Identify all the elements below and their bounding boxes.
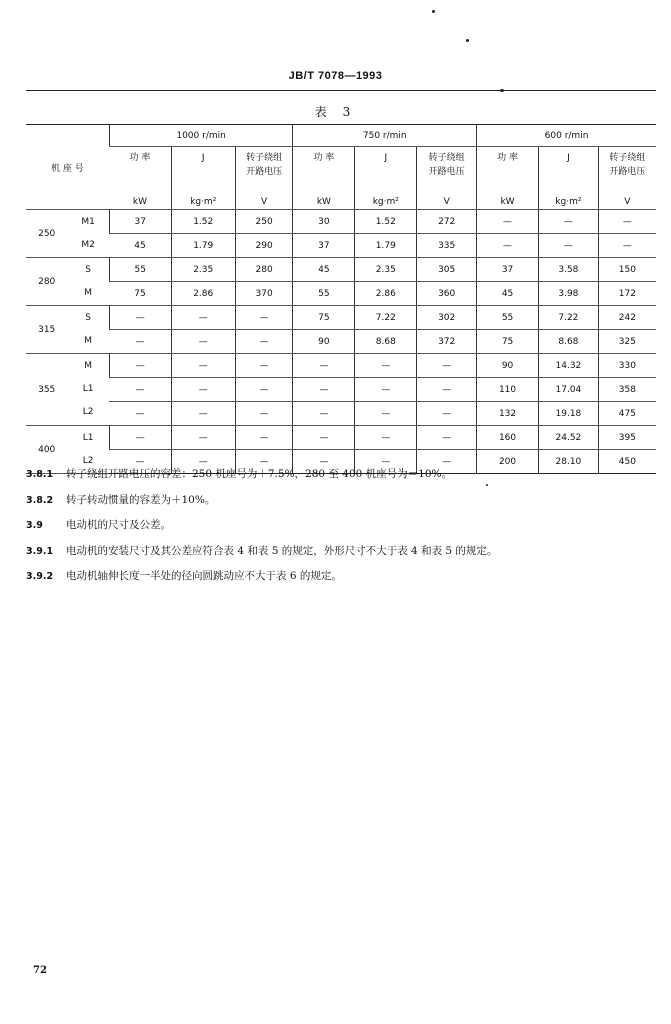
frame-variant: M2 [81, 239, 95, 250]
table-cell: — [109, 378, 171, 402]
header-row-subcolumns [26, 147, 656, 210]
note-number: 3.9 [26, 520, 43, 531]
table-cell: — [235, 306, 293, 330]
subhead-unit: kW [132, 197, 148, 207]
subhead-unit: V [624, 197, 631, 207]
frame-variant: L1 [82, 432, 94, 443]
table-cell: 1.79 [171, 234, 235, 258]
table-cell: 24.52 [539, 426, 599, 450]
frame-number: 315 [38, 324, 56, 335]
table-cell: — [417, 450, 477, 474]
note-text: 电动机的尺寸及公差。 [66, 519, 171, 531]
table-cell: — [355, 450, 417, 474]
frame-variants [73, 307, 103, 353]
table-cell: 75 [477, 330, 539, 354]
frame-number: 280 [38, 276, 56, 287]
subhead-cell [109, 147, 171, 210]
frame-cell-content [26, 211, 109, 257]
table-cell: 90 [293, 330, 355, 354]
table-cell: — [355, 354, 417, 378]
note-number: 3.9.1 [26, 545, 54, 557]
table-cell: — [235, 378, 293, 402]
table-cell: — [477, 210, 539, 234]
table-cell: 200 [477, 450, 539, 474]
table-cell: — [109, 354, 171, 378]
table-cell: 2.86 [171, 282, 235, 306]
subhead-cell [477, 147, 539, 210]
table-cell: — [235, 354, 293, 378]
frame-variant: M1 [81, 216, 95, 227]
speed-group-750: 750 r/min [293, 125, 477, 147]
header-row-speeds [26, 125, 656, 147]
table-cell: — [293, 426, 355, 450]
table-row [26, 258, 656, 282]
table-cell: — [293, 402, 355, 426]
frame-variant: L1 [82, 384, 94, 394]
subhead-wrap [599, 147, 656, 209]
table-cell: 14.32 [539, 354, 599, 378]
table-cell: 330 [598, 354, 656, 378]
table-cell: 2.35 [171, 258, 235, 282]
subhead-unit: kW [316, 197, 331, 207]
table-cell: — [355, 378, 417, 402]
subhead-cell [293, 147, 355, 210]
table-cell: — [355, 426, 417, 450]
table-cell: 7.22 [539, 306, 599, 330]
frame-cell [26, 354, 109, 426]
frame-number: 355 [38, 384, 56, 395]
subhead-label: 转子绕组 开路电压 [428, 153, 465, 177]
table-cell: — [171, 306, 235, 330]
table-cell: 8.68 [355, 330, 417, 354]
subhead-wrap [236, 147, 293, 209]
note-paragraph [26, 513, 656, 539]
frame-cell-content [26, 259, 109, 305]
table-cell: 19.18 [539, 402, 599, 426]
table-cell: 45 [477, 282, 539, 306]
notes-section [26, 462, 656, 590]
subhead-cell [355, 147, 417, 210]
table-cell: 75 [293, 306, 355, 330]
table-row [26, 426, 656, 450]
table-cell: 37 [109, 210, 171, 234]
subhead-wrap [355, 147, 416, 209]
note-number: 3.8.2 [26, 494, 54, 506]
table-cell: 302 [417, 306, 477, 330]
frame-variant: S [85, 264, 91, 275]
subhead-label: J [567, 153, 570, 163]
spec-table [26, 124, 656, 474]
table-cell: 8.68 [539, 330, 599, 354]
table-cell: — [235, 426, 293, 450]
note-number: 3.8.1 [26, 469, 54, 480]
table-cell: — [598, 210, 656, 234]
subhead-wrap [172, 147, 235, 209]
page-number: 72 [33, 965, 47, 976]
table-cell: 242 [598, 306, 656, 330]
table-cell: 272 [417, 210, 477, 234]
table-cell: 2.86 [355, 282, 417, 306]
table-cell: — [417, 426, 477, 450]
table-cell: — [235, 330, 293, 354]
table-cell: — [171, 426, 235, 450]
subhead-wrap [539, 147, 598, 209]
speed-group-1000: 1000 r/min [109, 125, 293, 147]
table-cell: — [355, 402, 417, 426]
table-row [26, 354, 656, 378]
scan-speck [486, 484, 488, 486]
subhead-label: 功 率 [497, 153, 518, 163]
table-cell: — [171, 450, 235, 474]
table-row [26, 330, 656, 354]
table-cell: 358 [598, 378, 656, 402]
table-cell: — [417, 378, 477, 402]
subhead-unit: V [261, 197, 268, 207]
table-cell: — [598, 234, 656, 258]
subhead-wrap [477, 147, 538, 209]
table-cell: 3.98 [539, 282, 599, 306]
note-paragraph [26, 488, 656, 514]
table-cell: 45 [293, 258, 355, 282]
table-cell: 37 [293, 234, 355, 258]
table-cell: — [235, 450, 293, 474]
table-cell: 3.58 [539, 258, 599, 282]
table-cell: 150 [598, 258, 656, 282]
subhead-wrap [293, 147, 354, 209]
table-cell: — [293, 378, 355, 402]
table-cell: — [109, 450, 171, 474]
subhead-label: 功 率 [129, 153, 151, 163]
scan-speck [432, 10, 435, 13]
table-cell: 372 [417, 330, 477, 354]
table-row [26, 378, 656, 402]
table-cell: — [293, 354, 355, 378]
table-cell: 1.52 [355, 210, 417, 234]
table-cell: — [109, 330, 171, 354]
note-paragraph [26, 462, 656, 488]
table-cell: 75 [109, 282, 171, 306]
table-row [26, 234, 656, 258]
table-cell: 7.22 [355, 306, 417, 330]
frame-variant: L2 [82, 407, 94, 417]
table-cell: 30 [293, 210, 355, 234]
table-cell: 45 [109, 234, 171, 258]
note-text: 电动机轴伸长度一半处的径向圆跳动应不大于表 6 的规定。 [66, 570, 342, 582]
table-cell: — [171, 330, 235, 354]
speed-group-600: 600 r/min [477, 125, 656, 147]
table-cell: — [109, 402, 171, 426]
subhead-label: 转子绕组 开路电压 [246, 153, 283, 177]
table-cell: 290 [235, 234, 293, 258]
table-cell: 280 [235, 258, 293, 282]
table-cell: — [171, 402, 235, 426]
subhead-label: J [384, 153, 388, 163]
table-cell: 1.52 [171, 210, 235, 234]
table-cell: — [539, 210, 599, 234]
table-row [26, 210, 656, 234]
table-cell: — [293, 450, 355, 474]
note-text: 转子绕组开路电压的容差：250 机座号为＋7.5%，280 至 400 机座号为＝10%。 [66, 468, 452, 480]
table-cell: 172 [598, 282, 656, 306]
frame-variants [73, 355, 103, 424]
table-caption: 表 3 [314, 105, 357, 119]
table-cell: 132 [477, 402, 539, 426]
frame-variant: M [84, 335, 92, 346]
note-text: 电动机的安装尺寸及其公差应符合表 4 和表 5 的规定，外形尺寸不大于表 4 和表 5 的规定。 [66, 544, 498, 557]
frame-number: 250 [38, 228, 56, 239]
frame-variant: M [84, 361, 92, 371]
table-cell: — [417, 402, 477, 426]
frame-header-label: 机 座 号 [51, 163, 84, 174]
table-cell: 395 [598, 426, 656, 450]
table-cell: 2.35 [355, 258, 417, 282]
frame-variants [73, 259, 103, 305]
frame-number: 400 [38, 444, 56, 455]
frame-cell [26, 306, 109, 354]
table-cell: 55 [477, 306, 539, 330]
frame-variant: M [84, 287, 92, 298]
subhead-wrap [109, 147, 170, 209]
frame-cell-content [26, 307, 109, 353]
frame-header-cell [26, 125, 109, 210]
table-cell: 370 [235, 282, 293, 306]
table-cell: 37 [477, 258, 539, 282]
header-rule [26, 90, 656, 91]
table-cell: 90 [477, 354, 539, 378]
table-cell: 305 [417, 258, 477, 282]
subhead-cell [598, 147, 656, 210]
scan-speck [466, 39, 469, 42]
frame-cell-content [26, 355, 109, 424]
subhead-label: J [201, 153, 205, 163]
table-cell: 335 [417, 234, 477, 258]
subhead-unit: kg·m² [372, 197, 399, 207]
note-paragraph [26, 564, 656, 590]
frame-variants [73, 211, 103, 257]
subhead-unit: kg·m² [555, 197, 582, 207]
table-cell: — [417, 354, 477, 378]
frame-cell [26, 258, 109, 306]
table-head [26, 125, 656, 210]
frame-variant: L2 [82, 455, 94, 466]
subhead-wrap [417, 147, 476, 209]
table-cell: — [477, 234, 539, 258]
table-cell: — [109, 426, 171, 450]
table-row [26, 282, 656, 306]
note-paragraph [26, 539, 656, 565]
table-cell: — [235, 402, 293, 426]
table-cell: 55 [293, 282, 355, 306]
frame-cell [26, 210, 109, 258]
subhead-unit: V [443, 197, 450, 207]
scan-speck [500, 89, 504, 92]
table-cell: 55 [109, 258, 171, 282]
subhead-cell [235, 147, 293, 210]
table-row [26, 402, 656, 426]
table-cell: 475 [598, 402, 656, 426]
document-header-title: JB/T 7078—1993 [288, 70, 383, 82]
subhead-label: 转子绕组 开路电压 [609, 153, 646, 177]
table-cell: — [539, 234, 599, 258]
table-cell: 1.79 [355, 234, 417, 258]
subhead-unit: kW [500, 197, 515, 207]
table-cell: 17.04 [539, 378, 599, 402]
table-cell: 325 [598, 330, 656, 354]
frame-variant: S [85, 312, 91, 323]
subhead-label: 功 率 [313, 153, 335, 163]
table-cell: — [109, 306, 171, 330]
table-cell: — [171, 378, 235, 402]
subhead-cell [171, 147, 235, 210]
subhead-cell [539, 147, 599, 210]
subhead-unit: kg·m² [190, 197, 217, 207]
table-cell: 450 [598, 450, 656, 474]
note-number: 3.9.2 [26, 571, 54, 582]
table-cell: 250 [235, 210, 293, 234]
table-cell: — [171, 354, 235, 378]
table-cell: 110 [477, 378, 539, 402]
table-cell: 360 [417, 282, 477, 306]
table-cell: 160 [477, 426, 539, 450]
table-body [26, 210, 656, 474]
subhead-cell [417, 147, 477, 210]
table-row [26, 306, 656, 330]
table-cell: 28.10 [539, 450, 599, 474]
note-text: 转子转动惯量的容差为＋10%。 [66, 493, 216, 506]
